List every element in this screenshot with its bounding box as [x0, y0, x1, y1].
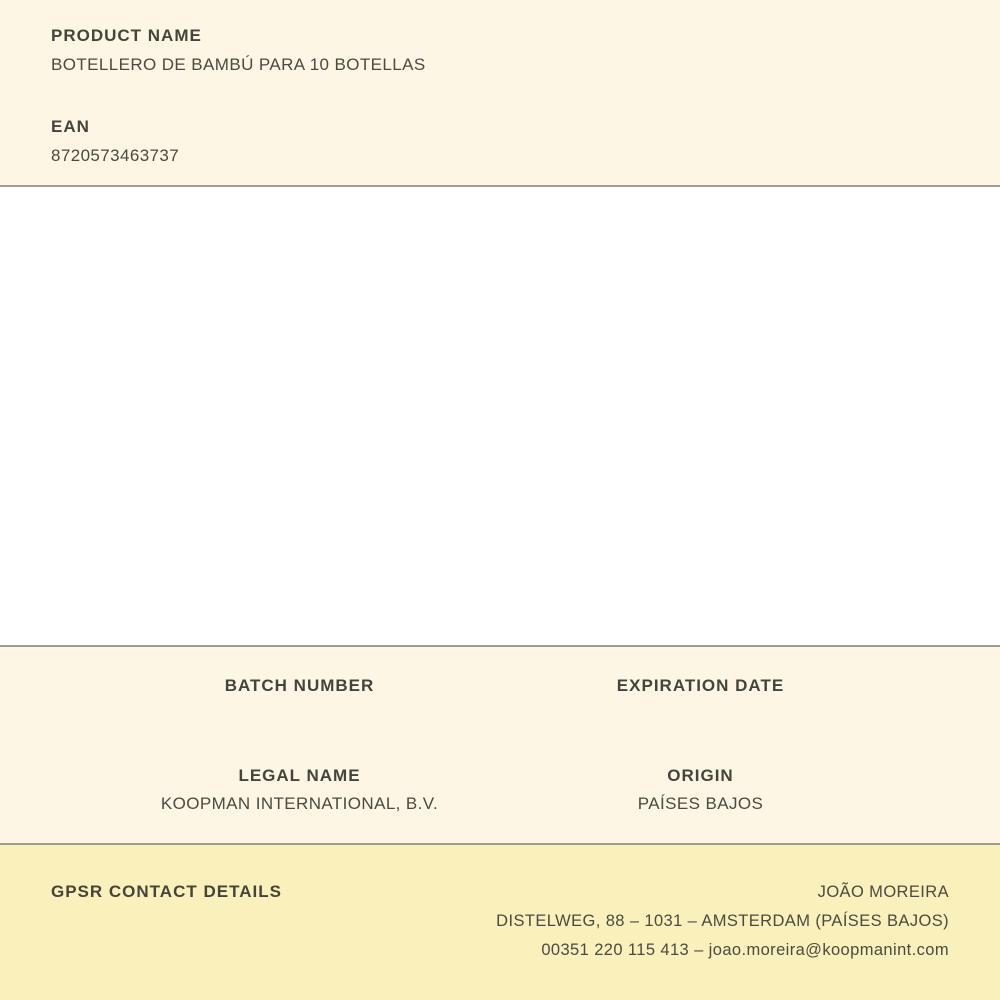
product-name-field — [51, 26, 949, 75]
blank-content-area — [0, 187, 1000, 645]
batch-expiration-row — [99, 676, 901, 704]
batch-number-field — [99, 676, 500, 704]
product-name-value: BOTELLERO DE BAMBÚ PARA 10 BOTELLAS — [51, 55, 426, 74]
product-name-label: PRODUCT NAME — [51, 26, 202, 45]
origin-field — [500, 766, 901, 814]
ean-label: EAN — [51, 117, 90, 136]
details-section — [0, 645, 1000, 845]
product-header-section — [0, 0, 1000, 187]
gpsr-contact-block — [496, 881, 949, 961]
gpsr-contact-address: DISTELWEG, 88 – 1031 – AMSTERDAM (PAÍSES BAJOS) — [496, 912, 949, 930]
gpsr-contact-phone-email: 00351 220 115 413 – joao.moreira@koopmanint.com — [541, 941, 949, 959]
expiration-date-field — [500, 676, 901, 704]
gpsr-contact-name: JOÃO MOREIRA — [817, 883, 949, 901]
origin-value: PAÍSES BAJOS — [637, 794, 764, 813]
ean-field — [51, 117, 949, 166]
batch-number-label: BATCH NUMBER — [224, 676, 375, 695]
gpsr-contact-section — [0, 845, 1000, 1000]
legal-name-label: LEGAL NAME — [238, 766, 361, 785]
legal-origin-row — [99, 766, 901, 814]
legal-name-field — [99, 766, 500, 814]
origin-label: ORIGIN — [667, 766, 734, 785]
gpsr-section-label: GPSR CONTACT DETAILS — [51, 882, 282, 901]
ean-value: 8720573463737 — [51, 146, 180, 165]
legal-name-value: KOOPMAN INTERNATIONAL, B.V. — [160, 794, 439, 813]
expiration-date-label: EXPIRATION DATE — [616, 676, 785, 695]
